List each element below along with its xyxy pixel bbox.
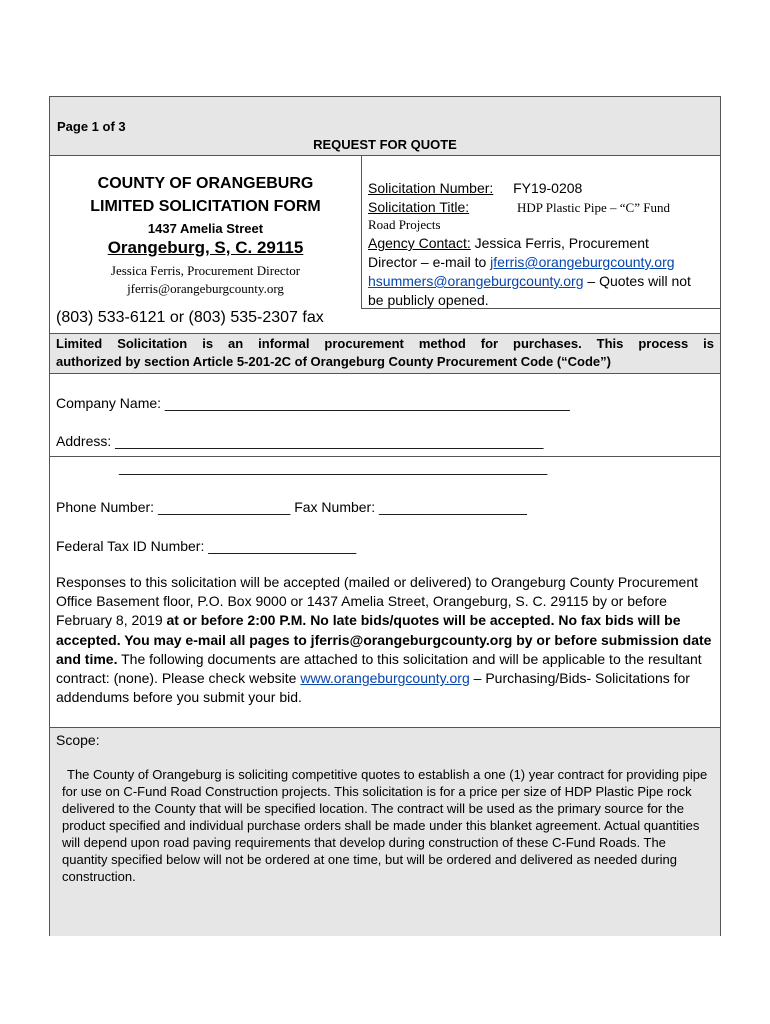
quotes-note: – Quotes will not [583, 273, 691, 289]
federal-tax-id-field[interactable]: Federal Tax ID Number: ___________________ [56, 538, 357, 554]
divider [50, 456, 720, 457]
solicitation-number-label: Solicitation Number: [368, 180, 494, 196]
limited-notice-line-1: Limited Solicitation is an informal procurement method for purchases. This process is [56, 336, 714, 351]
solicitation-info [361, 155, 721, 309]
company-name-field[interactable]: Company Name: ____________________________________________________ [56, 395, 570, 411]
director-name: Jessica Ferris, Procurement Director [110, 263, 301, 278]
form-title: LIMITED SOLICITATION FORM [90, 198, 321, 215]
director-email-row [368, 254, 675, 270]
scope-section [50, 727, 720, 936]
scope-text: The County of Orangeburg is soliciting competitive quotes to establish a one (1) year contract for providing pipe for use on C-Fund Road Construction projects. This solicitation is for a price per size of HDP Plastic Pipe rock delivered to the County that will be specified location. The contract will be used as the primary source for the product specified and individual purchase orders shall be made under this blanket agreement. Actual quantities will depend upon road paving requirements that develop during construction of these C-Fund Roads. The quantity specified below will not be ordered at one time, but will be ordered and delivered as needed during construction. [62, 767, 708, 884]
jferris-email-link[interactable]: jferris@orangeburgcounty.org [490, 254, 675, 270]
page-label: Page 1 of 3 [57, 119, 126, 134]
street-address: 1437 Amelia Street [147, 221, 264, 236]
county-name: COUNTY OF ORANGEBURG [97, 175, 314, 192]
agency-contact-row [368, 235, 649, 251]
solicitation-title-value: HDP Plastic Pipe – “C” Fund [516, 200, 670, 215]
response-text-1: Responses to this solicitation will be accepted (mailed or delivered) to Orangeburg County Procurement Office Basement floor, P.O. Box 9000 or 1437 Amelia Street, Orangeburg, S. C. 29115 by or before February 8, 2019 [56, 574, 698, 629]
response-deadline: at or before 2:00 P.M. No late bids/quotes will be accepted. No fax bids will be accepted. You may e-mail all pages to jferris@orangeburgcounty.org by or before submission date and time. [56, 612, 712, 667]
public-note: be publicly opened. [368, 292, 489, 308]
response-text-2: The following documents are attached to this solicitation and will be applicable to the resultant contract: (none). Please check website [56, 650, 702, 687]
hsummers-row [368, 273, 691, 289]
address-field[interactable]: Address: _______________________________________________________ [56, 433, 544, 449]
website-link[interactable]: www.orangeburgcounty.org [300, 670, 470, 687]
agency-contact-label: Agency Contact: [368, 235, 471, 251]
header-band [50, 97, 720, 156]
solicitation-number-row [368, 180, 582, 196]
limited-notice-line-2: authorized by section Article 5-201-2C of Orangeburg County Procurement Code (“Code”) [56, 354, 611, 369]
solicitation-title-row [368, 199, 670, 216]
agency-contact-value: Jessica Ferris, Procurement [470, 235, 649, 251]
phone-fax: (803) 533-6121 or (803) 535-2307 fax [56, 309, 324, 326]
hsummers-email-link[interactable]: hsummers@orangeburgcounty.org [368, 273, 584, 289]
agency-info [50, 155, 361, 333]
address-field-line-2[interactable]: _______________________________________________________ [119, 459, 548, 475]
solicitation-title-label: Solicitation Title: [368, 199, 470, 215]
city-state-zip: Orangeburg, S, C. 29115 [107, 238, 304, 257]
response-text-3: – Purchasing/Bids- Solicitations for addendums before you submit your bid. [56, 670, 690, 706]
scope-label: Scope: [56, 732, 100, 748]
document-title: REQUEST FOR QUOTE [313, 137, 457, 152]
response-instructions [56, 573, 716, 707]
phone-fax-field[interactable]: Phone Number: _________________ Fax Number: ___________________ [56, 499, 527, 515]
rfq-form [49, 96, 721, 936]
director-email-prefix: Director – e-mail to [368, 254, 491, 270]
solicitation-title-value-cont: Road Projects [368, 217, 441, 232]
director-email: jferris@orangeburgcounty.org [127, 281, 284, 296]
limited-solicitation-notice [50, 333, 720, 374]
solicitation-number-value: FY19-0208 [513, 180, 583, 196]
